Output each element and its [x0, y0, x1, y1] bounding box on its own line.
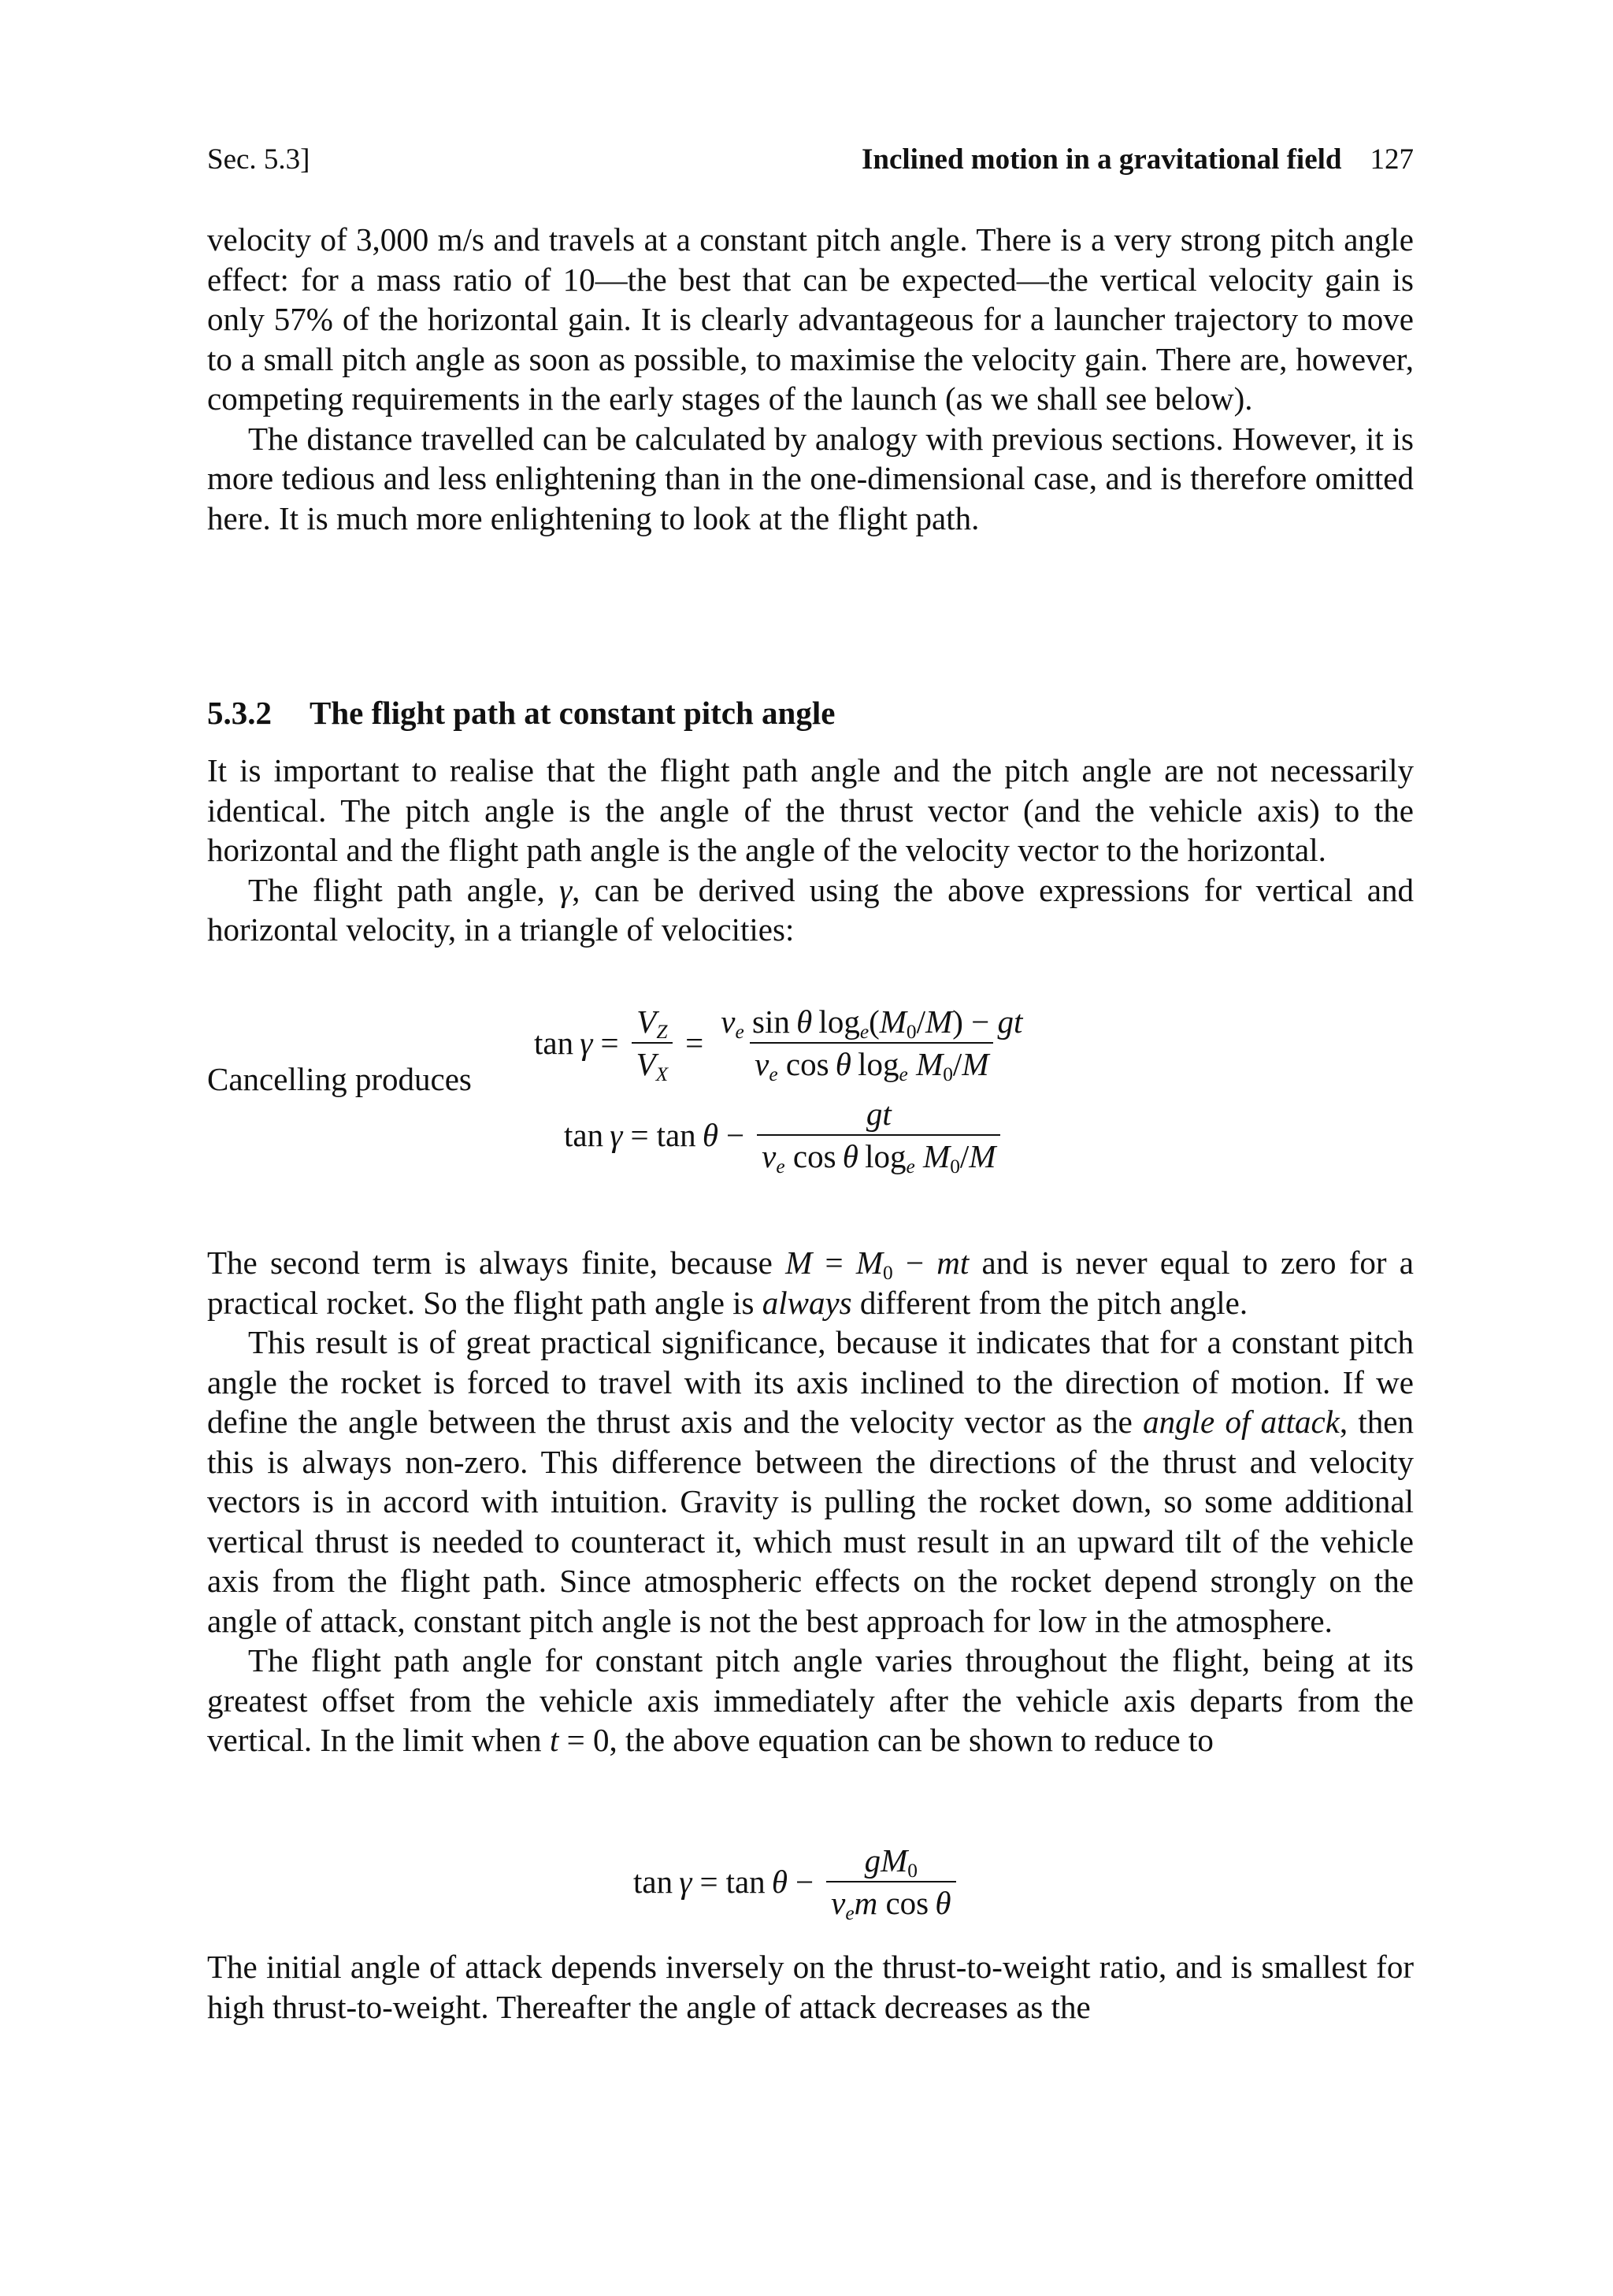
- paragraph: It is important to realise that the flight path angle and the pitch angle are not necessarily identical. The pitch angle is the angle of the thrust vector (and the vehicle axis) to the horizontal and the flight path angle is the angle of the velocity vector to the horizontal.: [207, 752, 1414, 868]
- paragraph: The second term is always finite, because $M = M_0$ − mt and is never equal to zero for a practical rocket. So the flight path angle is always different from the pitch angle.: [207, 1244, 1414, 1321]
- gamma-symbol: γ: [559, 871, 573, 908]
- running-header: [207, 140, 1414, 180]
- cancelling-label: Cancelling produces: [207, 1061, 472, 1097]
- paragraph: velocity of 3,000 m/s and travels at a constant pitch angle. There is a very strong pitch angle effect: for a mass ratio of 10—the best that can be expected—the vertical velocity gain is only 57% of the horizontal gain. It is clearly advantageous for a launcher trajectory to move to a small pitch angle as soon as possible, to maximise the velocity gain. There are, however, competing requirements in the early stages of the launch (as we shall see below).: [207, 221, 1414, 417]
- text-block-top: [207, 220, 1414, 538]
- equation-tan-gamma-ratio: tan γ = $\frac{V_Z}{V_X}$ = $\frac{v_e \sin \theta \log_e(M_0/M) - gt}{v_e \cos \theta \log_e M_0/M}$: [534, 1003, 1023, 1086]
- section-heading: [207, 693, 835, 733]
- angle-of-attack-term: angle of attack: [1143, 1404, 1340, 1440]
- paragraph: This result is of great practical significance, because it indicates that for a constant pitch angle the rocket is forced to travel with its axis inclined to the direction of motion. If we define the angle between the thrust axis and the velocity vector as the angle of attack, then this is always non-zero. This difference between the directions of the thrust and velocity vectors is in accord with intuition. Gravity is pulling the rocket down, so some additional vertical thrust is needed to counteract it, which must result in an upward tilt of the vehicle axis from the flight path. Since atmospheric effects on the rocket depend strongly on the angle of attack, constant pitch angle is not the best approach for low in the atmosphere.: [207, 1324, 1414, 1639]
- page-number: 127: [1370, 143, 1414, 176]
- paragraph: The initial angle of attack depends inversely on the thrust-to-weight ratio, and is smallest for high thrust-to-weight. Thereafter the angle of attack decreases as the: [207, 1949, 1414, 2025]
- section-label: Sec. 5.3]: [207, 143, 310, 176]
- section-title: The flight path at constant pitch angle: [310, 695, 836, 731]
- equation-tan-gamma-cancelled: tan γ = tan θ − $\frac{gt}{v_e \cos \theta \log_e M_0/M}$: [564, 1096, 1005, 1174]
- section-number: 5.3.2: [207, 695, 272, 731]
- paragraph: The flight path angle for constant pitch angle varies throughout the flight, being at its greatest offset from the vehicle axis immediately after the vehicle axis departs from the vertical. In the limit when t = 0, the above equation can be shown to reduce to: [207, 1642, 1414, 1758]
- paragraph: The flight path angle, γ, can be derived using the above expressions for vertical and horizontal velocity, in a triangle of velocities:: [207, 871, 1414, 948]
- text-block-bottom: [207, 1947, 1414, 2027]
- chapter-title: Inclined motion in a gravitational field: [861, 143, 1342, 176]
- equation-tan-gamma-limit: tan γ = tan θ − $\frac{gM_0}{v_em \cos \theta}$: [633, 1843, 961, 1920]
- text-block-lower: [207, 1243, 1414, 1760]
- text-block-mid: [207, 751, 1414, 950]
- paragraph: The distance travelled can be calculated by analogy with previous sections. However, it is more tedious and less enlightening than in the one-dimensional case, and is therefore omitted here. It is much more enlightening to look at the flight path.: [207, 420, 1414, 536]
